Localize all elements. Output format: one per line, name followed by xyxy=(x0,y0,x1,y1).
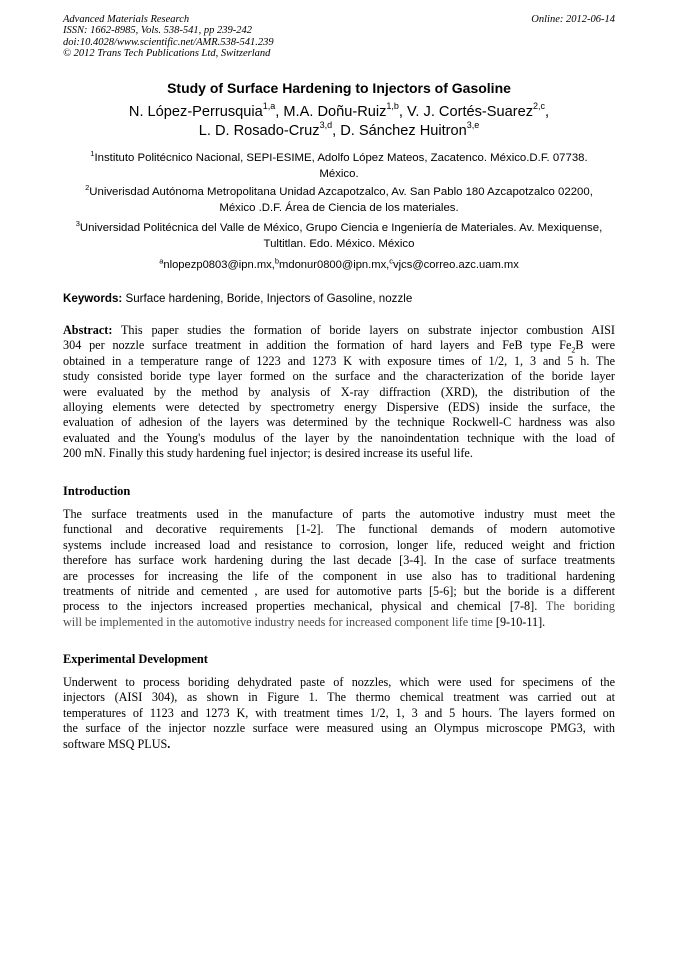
abstract-line: Abstract: This paper studies the formation of boride layers on substrate injector combustion AISI xyxy=(63,323,615,337)
author-list xyxy=(0,103,678,141)
abstract-line: 200 mN. Finally this study hardening fuel injector; is desired increase its useful life. xyxy=(63,446,473,461)
abstract-label: Abstract: xyxy=(63,323,113,337)
author-line-2 xyxy=(0,122,678,141)
author-name: , M.A. Doñu-Ruiz xyxy=(275,104,387,120)
affiliation-marker: 2 xyxy=(85,183,90,193)
author-separator: , xyxy=(545,104,550,120)
author-name: N. López-Perrusquia xyxy=(128,104,263,120)
author-marker: 3,d xyxy=(319,120,333,131)
journal-name: Advanced Materials Research xyxy=(63,14,190,25)
keywords-text: Surface hardening, Boride, Injectors of Gasoline, nozzle xyxy=(122,292,413,305)
affiliation-text: Universidad Politécnica del Valle de México, Grupo Ciencia e Ingeniería de Materiales. Av. Mexiquense, Tultitlan. Edo. México. México xyxy=(79,222,603,250)
section-heading-introduction: Introduction xyxy=(63,484,131,498)
text-line: will be implemented in the automotive industry needs for increased component life time [9-10-11]. xyxy=(63,614,546,629)
author-line-1 xyxy=(0,103,678,122)
text-line: The surface treatments used in the manufacture of parts the automotive industry must meet the xyxy=(63,507,615,521)
affiliation-1 xyxy=(74,150,604,182)
author-name: L. D. Rosado-Cruz xyxy=(198,123,320,139)
affiliation-text: Univerisdad Autónoma Metropolitana Unidad Azcapotzalco, Av. San Pablo 180 Azcapotzalco 02200, México .D.F. Área de Ciencia de los materiales. xyxy=(89,186,593,214)
text-line: software MSQ PLUS. xyxy=(63,736,171,751)
email-address: mdonur0800@ipn.mx, xyxy=(279,259,390,271)
email-marker: c xyxy=(389,256,394,266)
text-line: functional and decorative requirements [1-2]. The functional demands of modern automotive xyxy=(63,522,615,537)
copyright-line: © 2012 Trans Tech Publications Ltd, Switzerland xyxy=(63,48,271,60)
affiliation-marker: 1 xyxy=(90,149,95,159)
text-line: Underwent to process boriding dehydrated paste of nozzles, which were used for specimens of the xyxy=(63,675,615,689)
abstract-line: alloying elements were detected by spectrometry energy Dispersive (EDS) inside the surface, the xyxy=(63,399,615,414)
text-line: temperatures of 1123 and 1273 K, with treatment times 1/2, 1, 3 and 5 hours. The layers formed on xyxy=(63,705,615,720)
text-line: systems include increased load and resistance to corrosion, longer life, reduced weight and friction xyxy=(63,537,615,552)
keywords xyxy=(63,291,412,307)
text-line: process to the injectors increased properties mechanical, physical and chemical [7-8]. The boriding xyxy=(63,599,615,614)
experimental-text xyxy=(63,675,615,752)
author-marker: 1,b xyxy=(386,101,399,112)
author-name: , V. J. Cortés-Suarez xyxy=(398,104,534,120)
abstract-line: evaluation of adhesion of the layers was determined by the technique Rockwell-C hardness was also xyxy=(63,415,615,430)
abstract xyxy=(63,323,615,462)
text-line: treatments of nitride and cemented , are used for automotive parts [5-6]; but the boride is a different xyxy=(63,583,615,598)
text-line: therefore has surface work hardening during the last decade [3-4]. In the case of surface treatments xyxy=(63,553,615,568)
keywords-label: Keywords: xyxy=(63,292,123,305)
email-address: vjcs@correo.azc.uam.mx xyxy=(393,259,519,271)
section-heading-experimental: Experimental Development xyxy=(63,652,208,666)
issn-line: ISSN: 1662-8985, Vols. 538-541, pp 239-242 xyxy=(63,25,252,37)
abstract-line: 304 per nozzle surface treatment in addition the formation of hard layers and FeB type $Fe_2B$ were xyxy=(63,338,615,355)
introduction-text xyxy=(63,507,615,630)
text-line: are processes for increasing the life of the component in use also has to traditional hardening xyxy=(63,568,615,583)
abstract-line: study consisted boride type layer formed on the surface and the characterization of the boride layer xyxy=(63,369,615,384)
doi-line: doi:10.4028/www.scientific.net/AMR.538-541.239 xyxy=(63,36,274,48)
email-list xyxy=(0,257,678,273)
email-marker: b xyxy=(274,256,280,266)
abstract-line: obtained in a temperature range of 1223 and 1273 K with exposure times of 1/2, 1, 3 and 5 h. The xyxy=(63,353,615,368)
author-name: , D. Sánchez Huitron xyxy=(332,123,467,139)
author-marker: 1,a xyxy=(262,101,276,112)
text-line: the surface of the injector nozzle surface were measured using an Olympus microscope PMG3, with xyxy=(63,721,615,736)
affiliation-3 xyxy=(74,220,604,252)
affiliation-marker: 3 xyxy=(75,219,80,229)
email-marker: a xyxy=(159,256,164,266)
author-marker: 2,c xyxy=(533,101,546,112)
paper-title: Study of Surface Hardening to Injectors of Gasoline xyxy=(167,80,511,96)
text-line: injectors (AISI 304), as shown in Figure 1. The thermo chemical treatment was carried out at xyxy=(63,690,615,705)
affiliation-2 xyxy=(74,184,604,216)
author-marker: 3,e xyxy=(466,120,480,131)
journal-header xyxy=(63,14,274,60)
abstract-line: evaluated and the Young's modulus of the layer by the nanoindentation technique with the load of xyxy=(63,430,615,445)
email-address: nlopezp0803@ipn.mx, xyxy=(163,259,275,271)
affiliation-text: Instituto Politécnico Nacional, SEPI-ESIME, Adolfo López Mateos, Zacatenco. México.D.F. 07738. México. xyxy=(94,152,588,180)
online-date: Online: 2012-06-14 xyxy=(531,14,615,25)
abstract-line: were evaluated by the method by analysis of X-ray diffraction (XRD), the distribution of the xyxy=(63,384,615,399)
subscript: 2 xyxy=(571,345,576,355)
